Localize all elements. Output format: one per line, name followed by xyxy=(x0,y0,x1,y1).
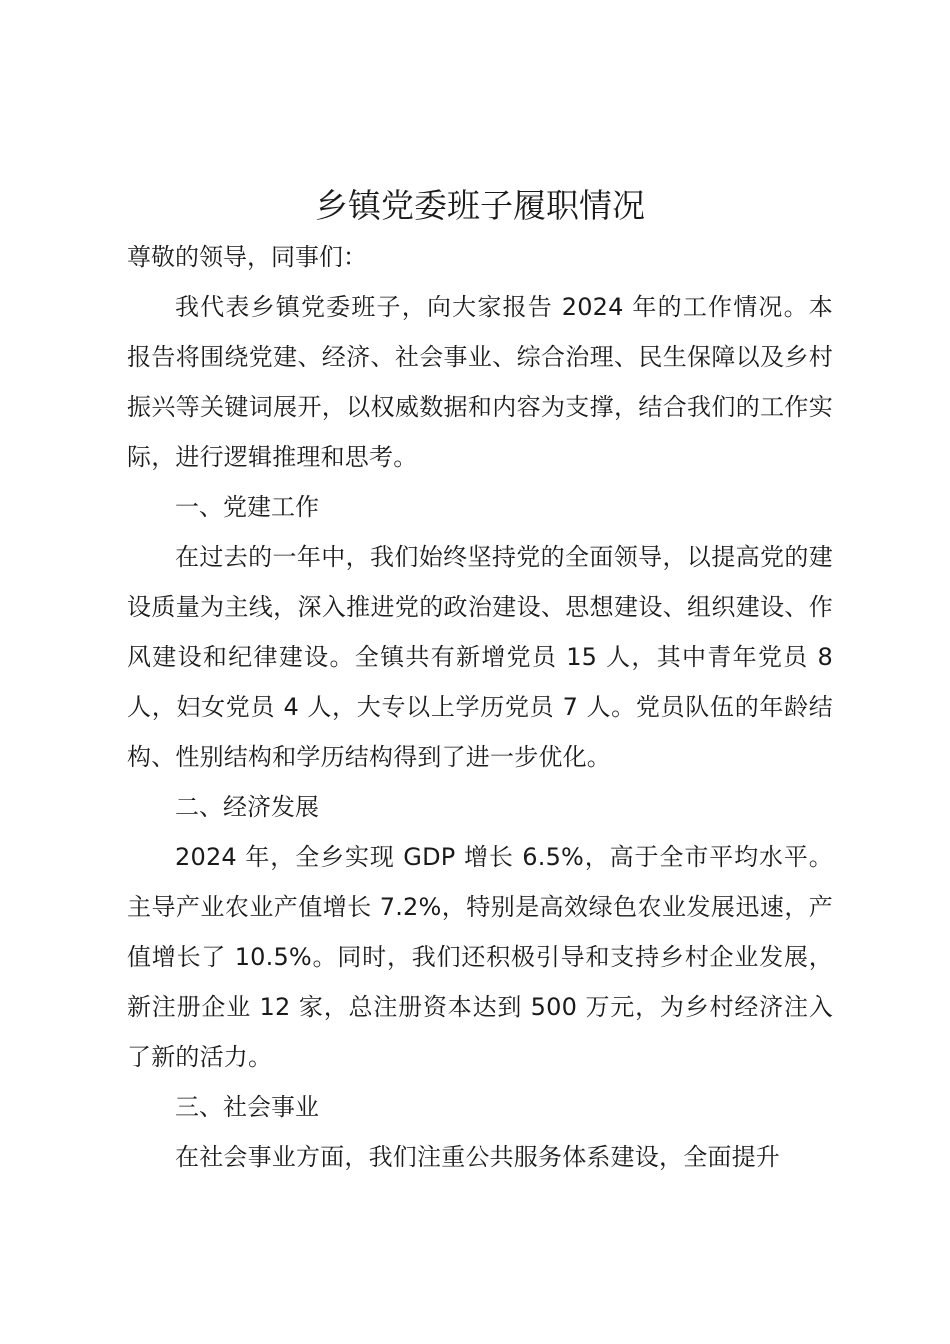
section-heading-economy: 二、经济发展 xyxy=(175,793,319,821)
section-body-economy: 2024 年，全乡实现 GDP 增长 6.5%，高于全市平均水平。主导产业农业产值增长 7.2%，特别是高效绿色农业发展迅速，产值增长了 10.5%。同时，我们还积极引导和支持乡村企业发展，新注册企业 12 家，总注册资本达到 500 万元，为乡村经济注入了新的活力。 xyxy=(127,843,833,1071)
greeting: 尊敬的领导，同事们： xyxy=(127,243,367,271)
section-body-social: 在社会事业方面，我们注重公共服务体系建设，全面提升 xyxy=(175,1143,780,1171)
document-title: 乡镇党委班子履职情况 xyxy=(315,186,645,225)
section-heading-social: 三、社会事业 xyxy=(175,1093,319,1121)
section-heading-party-building: 一、党建工作 xyxy=(175,493,319,521)
document-page xyxy=(127,180,833,1182)
section-body-party-building: 在过去的一年中，我们始终坚持党的全面领导，以提高党的建设质量为主线，深入推进党的政治建设、思想建设、组织建设、作风建设和纪律建设。全镇共有新增党员 15 人，其中青年党员 8 人，妇女党员 4 人，大专以上学历党员 7 人。党员队伍的年龄结构、性别结构和学历结构得到了进一步优化。 xyxy=(127,543,833,771)
intro-paragraph: 我代表乡镇党委班子，向大家报告 2024 年的工作情况。本报告将围绕党建、经济、社会事业、综合治理、民生保障以及乡村振兴等关键词展开，以权威数据和内容为支撑，结合我们的工作实际，进行逻辑推理和思考。 xyxy=(127,293,833,471)
